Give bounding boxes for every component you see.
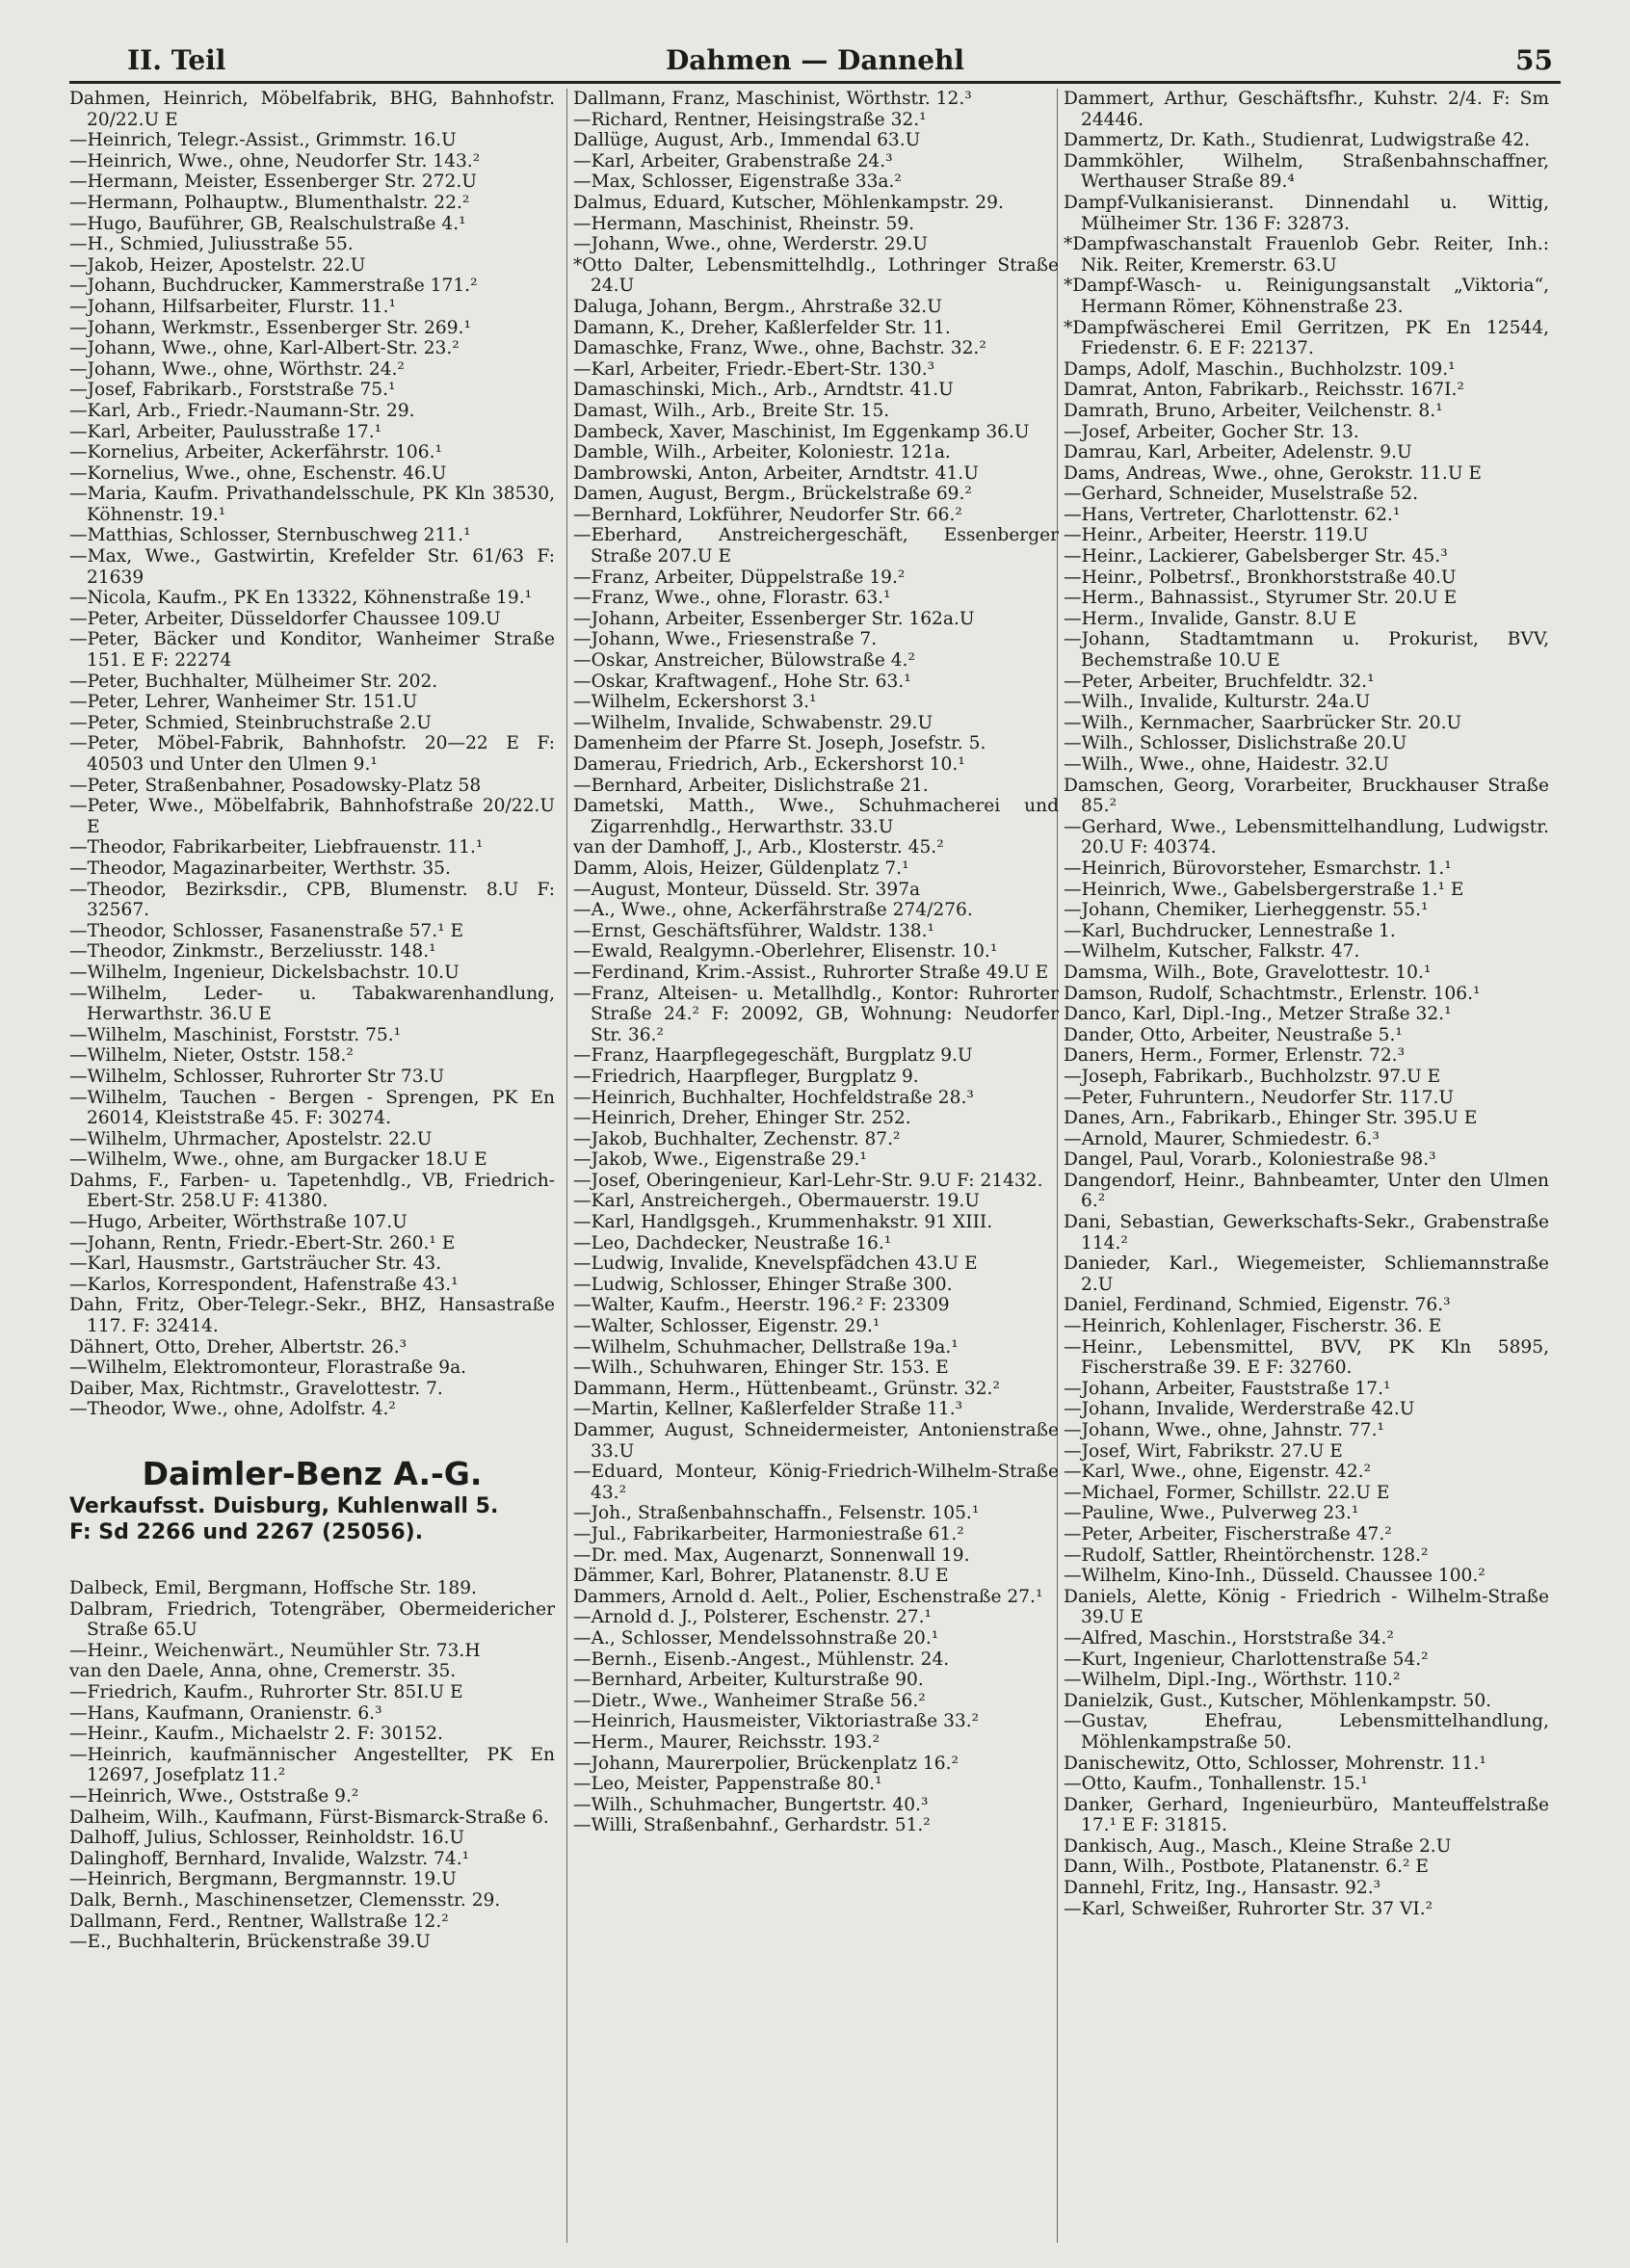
directory-entry: —Heinr., Kaufm., Michaelstr 2. F: 30152. [69,1724,443,1745]
directory-entry: —Heinr., Weichenwärt., Neumühler Str. 73.H [69,1640,481,1661]
header-rule [69,81,1561,84]
directory-entry: —Peter, Arbeiter, Bruchfeldtr. 32.¹ [1064,671,1375,692]
directory-entry: —Wilhelm, Leder- u. Tabakwarenhandlung, Herwarthstr. 36.U E [69,983,555,1025]
directory-entry: *Dampf-Wasch- u. Reinigungsanstalt „Viktoria“, Hermann Römer, Köhnenstraße 23. [1064,276,1549,317]
directory-entry: —Peter, Schmied, Steinbruchstraße 2.U [69,712,432,733]
directory-entry: —Gerhard, Wwe., Lebensmittelhandlung, Ludwigstr. 20.U F: 40374. [1064,816,1549,858]
directory-entry: —Wilh., Kernmacher, Saarbrücker Str. 20.U [1064,712,1462,733]
directory-entry: —Karl, Anstreichergeh., Obermauerstr. 19.U [573,1191,980,1212]
directory-entry: —Heinrich, Bergmann, Bergmannstr. 19.U [69,1869,457,1890]
directory-entry: van den Daele, Anna, ohne, Cremerstr. 35. [69,1661,457,1682]
directory-entry: Daluga, Johann, Bergm., Ahrstraße 32.U [573,296,942,317]
directory-entry: —Karlos, Korrespondent, Hafenstraße 43.¹ [69,1274,459,1295]
directory-entry: —Johann, Wwe., ohne, Wörthstr. 24.² [69,358,405,380]
directory-entry: —Heinrich, Bürovorsteher, Esmarchstr. 1.¹ [1064,857,1452,879]
directory-entry: Damm, Alois, Heizer, Güldenplatz 7.¹ [573,857,909,879]
directory-entry: —Wilhelm, Tauchen - Bergen - Sprengen, PK En 26014, Kleiststraße 45. F: 30274. [69,1087,555,1129]
directory-entry: —Max, Wwe., Gastwirtin, Krefelder Str. 61/63 F: 21639 [69,546,555,588]
daimler-benz-ad [69,1455,555,1545]
directory-entry: —Theodor, Magazinarbeiter, Werthstr. 35. [69,857,451,879]
directory-entry: —Ludwig, Invalide, Knevelspfädchen 43.U E [573,1253,978,1275]
directory-entry: —Wilh., Schuhmacher, Bungertstr. 40.³ [573,1794,929,1815]
directory-entry: —Theodor, Wwe., ohne, Adolfstr. 4.² [69,1399,396,1420]
ad-title: Daimler-Benz A.-G. [142,1455,483,1492]
directory-entry: —Michael, Former, Schillstr. 22.U E [1064,1482,1390,1503]
directory-entry: —Jakob, Heizer, Apostelstr. 22.U [69,254,366,276]
directory-entry: —Heinrich, Telegr.-Assist., Grimmstr. 16.U [69,130,457,151]
directory-entry: —Josef, Fabrikarb., Forststraße 75.¹ [69,380,396,401]
directory-entry: Damps, Adolf, Maschin., Buchholzstr. 109.¹ [1064,358,1456,380]
directory-entry: —Bernhard, Arbeiter, Kulturstraße 90. [573,1670,924,1691]
directory-entry: —A., Schlosser, Mendelssohnstraße 20.¹ [573,1627,939,1648]
directory-entry: Dalhoff, Julius, Schlosser, Reinholdstr. 16.U [69,1828,465,1849]
directory-entry: —Wilhelm, Nieter, Oststr. 158.² [69,1045,354,1067]
directory-entry: —Wilhelm, Dipl.-Ing., Wörthstr. 110.² [1064,1670,1401,1691]
directory-entry: —Ewald, Realgymn.-Oberlehrer, Elisenstr. 10.¹ [573,941,998,963]
directory-entry: —Jakob, Wwe., Eigenstraße 29.¹ [573,1149,867,1171]
entry-list [573,89,1059,1836]
directory-entry: —Johann, Arbeiter, Essenberger Str. 162a.U [573,608,975,629]
directory-entry: —Friedrich, Haarpfleger, Burgplatz 9. [573,1066,919,1087]
directory-entry: —Wilhelm, Kino-Inh., Düsseld. Chaussee 100.² [1064,1566,1485,1587]
directory-entry: —Jul., Fabrikarbeiter, Harmoniestraße 61.² [573,1523,964,1544]
directory-entry: Damann, K., Dreher, Kaßlerfelder Str. 11. [573,317,951,338]
directory-entry: Damerau, Friedrich, Arb., Eckershorst 10.¹ [573,754,965,775]
directory-entry: —Karl, Arbeiter, Friedr.-Ebert-Str. 130.³ [573,358,935,380]
directory-entry: —Eduard, Monteur, König-Friedrich-Wilhelm-Straße 43.² [573,1462,1059,1503]
directory-entry: —Gustav, Ehefrau, Lebensmittelhandlung, Möhlenkampstraße 50. [1064,1711,1549,1753]
directory-entry: —Theodor, Fabrikarbeiter, Liebfrauenstr. 11.¹ [69,837,484,858]
directory-entry: —Heinrich, Buchhalter, Hochfeldstraße 28.³ [573,1087,974,1108]
directory-entry: —Karl, Arbeiter, Grabenstraße 24.³ [573,150,893,171]
directory-entry: —Herm., Bahnassist., Styrumer Str. 20.U E [1064,588,1458,609]
directory-entry: —Maria, Kaufm. Privathandelsschule, PK Kln 38530, Köhnenstr. 19.¹ [69,484,555,525]
directory-entry: Danischewitz, Otto, Schlosser, Mohrenstr. 11.¹ [1064,1753,1486,1774]
directory-entry: Daners, Herm., Former, Erlenstr. 72.³ [1064,1045,1406,1067]
directory-entry: Dahmen, Heinrich, Möbelfabrik, BHG, Bahnhofstr. 20/22.U E [69,89,555,130]
directory-entry: —August, Monteur, Düsseld. Str. 397a [573,879,921,900]
directory-entry: Dämmer, Karl, Bohrer, Platanenstr. 8.U E [573,1566,949,1587]
directory-entry: Dalbeck, Emil, Bergmann, Hoffsche Str. 189. [69,1578,477,1598]
directory-entry: —Walter, Kaufm., Heerstr. 196.² F: 23309 [573,1295,950,1316]
directory-entry: —Wilh., Schuhwaren, Ehinger Str. 153. E [573,1358,949,1379]
directory-entry: Dankisch, Aug., Masch., Kleine Straße 2.U [1064,1835,1452,1857]
directory-entry: —Wilhelm, Ingenieur, Dickelsbachstr. 10.U [69,962,460,983]
directory-entry: —Wilhelm, Kutscher, Falkstr. 47. [1064,941,1360,963]
directory-entry: Danker, Gerhard, Ingenieurbüro, Manteuffelstraße 17.¹ E F: 31815. [1064,1794,1549,1836]
directory-entry: Dalk, Bernh., Maschinensetzer, Clemensstr. 29. [69,1889,501,1911]
directory-entry: —Richard, Rentner, Heisingstraße 32.¹ [573,109,927,130]
directory-entry: —Peter, Arbeiter, Fischerstraße 47.² [1064,1523,1392,1544]
directory-entry: Damaschinski, Mich., Arb., Arndtstr. 41.U [573,380,954,401]
directory-entry: —Arnold, Maurer, Schmiedestr. 6.³ [1064,1128,1380,1149]
column-right [1064,89,1549,2247]
directory-entry: —Eberhard, Anstreichergeschäft, Essenberger Straße 207.U E [573,525,1059,567]
directory-entry: Dani, Sebastian, Gewerkschafts-Sekr., Grabenstraße 114.² [1064,1212,1549,1253]
directory-entry: —Joh., Straßenbahnschaffn., Felsenstr. 105.¹ [573,1503,980,1524]
directory-entry: —Matthias, Schlosser, Sternbuschweg 211.¹ [69,525,471,546]
directory-entry: Damsma, Wilh., Bote, Gravelottestr. 10.¹ [1064,962,1432,983]
directory-entry: —Gerhard, Schneider, Muselstraße 52. [1064,484,1419,505]
column-divider [566,89,567,2243]
directory-entry: —Johann, Chemiker, Lierheggenstr. 55.¹ [1064,900,1429,921]
directory-entry: —Peter, Bäcker und Konditor, Wanheimer Straße 151. E F: 22274 [69,629,555,672]
directory-entry: —Alfred, Maschin., Horststraße 34.² [1064,1627,1394,1648]
directory-entry: Dambrowski, Anton, Arbeiter, Arndtstr. 41.U [573,462,979,484]
directory-entry: —A., Wwe., ohne, Ackerfährstraße 274/276. [573,900,973,921]
directory-entry: Daniels, Alette, König - Friedrich - Wilhelm-Straße 39.U E [1064,1586,1549,1628]
directory-entry: —Karl, Hausmstr., Gartsträucher Str. 43. [69,1253,442,1275]
directory-entry: —Johann, Wwe., ohne, Karl-Albert-Str. 23.² [69,338,460,359]
directory-entry: —Wilh., Schlosser, Dislichstraße 20.U [1064,733,1407,754]
directory-entry: —Wilhelm, Schlosser, Ruhrorter Str 73.U [69,1066,445,1087]
directory-entry: —Josef, Arbeiter, Gocher Str. 13. [1064,421,1359,442]
directory-entry: —Peter, Möbel-Fabrik, Bahnhofstr. 20—22 E F: 40503 und Unter den Ulmen 9.¹ [69,733,555,775]
directory-entry: —Karl, Wwe., ohne, Eigenstr. 42.² [1064,1462,1372,1483]
directory-entry: —Heinr., Lackierer, Gabelsberger Str. 45.³ [1064,546,1448,567]
directory-entry: Damast, Wilh., Arb., Breite Str. 15. [573,400,890,421]
directory-entry: —Franz, Haarpflegegeschäft, Burgplatz 9.U [573,1045,973,1067]
directory-entry: —Johann, Rentn, Friedr.-Ebert-Str. 260.¹ E [69,1232,456,1253]
name-range-title: Dahmen — Dannehl [665,44,965,76]
directory-entry: —Heinrich, Hausmeister, Viktoriastraße 33.² [573,1711,980,1732]
directory-entry: —Wilh., Invalide, Kulturstr. 24a.U [1064,692,1371,713]
directory-entry: Dangendorf, Heinr., Bahnbeamter, Unter den Ulmen 6.² [1064,1170,1549,1212]
directory-entry: —Johann, Invalide, Werderstraße 42.U [1064,1399,1415,1420]
directory-entry: —Herm., Maurer, Reichsstr. 193.² [573,1731,881,1753]
directory-entry: —Theodor, Schlosser, Fasanenstraße 57.¹ E [69,920,464,941]
directory-entry: —Ferdinand, Krim.-Assist., Ruhrorter Straße 49.U E [573,962,1049,983]
directory-entry: Dähnert, Otto, Dreher, Albertstr. 26.³ [69,1336,408,1358]
directory-entry: —Pauline, Wwe., Pulverweg 23.¹ [1064,1503,1359,1524]
directory-entry: —Hermann, Maschinist, Rheinstr. 59. [573,213,915,234]
directory-entry: —Heinrich, Kohlenlager, Fischerstr. 36. E [1064,1316,1442,1337]
directory-entry: —Johann, Wwe., ohne, Jahnstr. 77.¹ [1064,1420,1384,1440]
directory-entry: Danco, Karl, Dipl.-Ing., Metzer Straße 32.¹ [1064,1004,1452,1025]
directory-entry: Dammann, Herm., Hüttenbeamt., Grünstr. 32.² [573,1378,1000,1399]
directory-entry: Dams, Andreas, Wwe., ohne, Gerokstr. 11.U E [1064,462,1482,484]
directory-entry: —Karl, Schweißer, Ruhrorter Str. 37 VI.² [1064,1898,1433,1919]
entry-list [1064,89,1549,1919]
directory-entry: Dalheim, Wilh., Kaufmann, Fürst-Bismarck-Straße 6. [69,1806,549,1828]
directory-entry: Dallmann, Ferd., Rentner, Wallstraße 12.² [69,1911,449,1932]
directory-entry: Dalmus, Eduard, Kutscher, Möhlenkampstr. 29. [573,192,1004,213]
directory-entry: —Leo, Dachdecker, Neustraße 16.¹ [573,1232,892,1253]
directory-entry: —Max, Schlosser, Eigenstraße 33a.² [573,171,902,193]
directory-entry: —Peter, Wwe., Möbelfabrik, Bahnhofstraße 20/22.U E [69,796,555,837]
entry-list [69,1578,555,1953]
directory-entry: —Josef, Oberingenieur, Karl-Lehr-Str. 9.U F: 21432. [573,1170,1043,1191]
directory-entry: —Joseph, Fabrikarb., Buchholzstr. 97.U E [1064,1066,1441,1087]
directory-entry: —Friedrich, Kaufm., Ruhrorter Str. 85I.U E [69,1681,463,1702]
directory-entry: Dambeck, Xaver, Maschinist, Im Eggenkamp 36.U [573,421,1030,442]
directory-entry: —Wilhelm, Schuhmacher, Dellstraße 19a.¹ [573,1336,959,1358]
directory-entry: —Peter, Buchhalter, Mülheimer Str. 202. [69,671,438,692]
ad-address: Verkaufsst. Duisburg, Kuhlenwall 5. [69,1494,499,1518]
directory-entry: —Johann, Wwe., Friesenstraße 7. [573,629,878,650]
directory-entry: —Johann, Maurerpolier, Brückenplatz 16.² [573,1753,959,1774]
directory-entry: Dammert, Arthur, Geschäftsfhr., Kuhstr. 2/4. F: Sm 24446. [1064,89,1549,130]
column-middle [573,89,1059,2247]
directory-entry: —E., Buchhalterin, Brückenstraße 39.U [69,1932,431,1953]
directory-entry: Dannehl, Fritz, Ing., Hansastr. 92.³ [1064,1878,1381,1899]
directory-entry: —Johann, Buchdrucker, Kammerstraße 171.² [69,276,478,297]
directory-entry: —Peter, Arbeiter, Düsseldorfer Chaussee 109.U [69,608,501,629]
section-label: II. Teil [127,44,226,76]
directory-entry: —Wilhelm, Elektromonteur, Florastraße 9a. [69,1358,467,1379]
directory-entry: —Johann, Arbeiter, Fauststraße 17.¹ [1064,1378,1391,1399]
directory-entry: —Martin, Kellner, Kaßlerfelder Straße 11.³ [573,1399,963,1420]
directory-entry: —Rudolf, Sattler, Rheintörchenstr. 128.² [1064,1544,1429,1566]
directory-entry: Dalinghoff, Bernhard, Invalide, Walzstr. 74.¹ [69,1848,470,1869]
directory-entry: —Oskar, Anstreicher, Bülowstraße 4.² [573,650,915,672]
directory-entry: —Hans, Kaufmann, Oranienstr. 6.³ [69,1702,382,1724]
directory-entry: —Johann, Werkmstr., Essenberger Str. 269.¹ [69,317,471,338]
directory-entry: —Karl, Handlgsgeh., Krummenhakstr. 91 XIII. [573,1212,993,1233]
directory-entry: —Heinr., Lebensmittel, BVV, PK Kln 5895, Fischerstraße 39. E F: 32760. [1064,1336,1549,1379]
directory-entry: Dammköhler, Wilhelm, Straßenbahnschaffner, Werthauser Straße 89.⁴ [1064,150,1549,193]
directory-entry: Damrat, Anton, Fabrikarb., Reichsstr. 167I.² [1064,380,1464,401]
directory-entry: —Heinrich, Wwe., Gabelsbergerstraße 1.¹ E [1064,879,1464,900]
directory-entry: —Herm., Invalide, Ganstr. 8.U E [1064,608,1357,629]
directory-entry: *Dampfwaschanstalt Frauenlob Gebr. Reiter, Inh.: Nik. Reiter, Kremerstr. 63.U [1064,234,1549,276]
directory-entry: —Karl, Arbeiter, Paulusstraße 17.¹ [69,421,382,442]
directory-entry: —Walter, Schlosser, Eigenstr. 29.¹ [573,1316,881,1337]
directory-entry: —Willi, Straßenbahnf., Gerhardstr. 51.² [573,1815,931,1836]
directory-entry: Danieder, Karl., Wiegemeister, Schliemannstraße 2.U [1064,1253,1549,1295]
directory-entry: —Ernst, Geschäftsführer, Waldstr. 138.¹ [573,920,934,941]
entry-list [69,89,555,1420]
directory-entry: —Nicola, Kaufm., PK En 13322, Köhnenstraße 19.¹ [69,588,533,609]
directory-entry: —Hugo, Arbeiter, Wörthstraße 107.U [69,1212,408,1233]
directory-entry: —Kornelius, Arbeiter, Ackerfährstr. 106.¹ [69,442,442,463]
directory-entry: —Hermann, Meister, Essenberger Str. 272.U [69,171,477,193]
directory-entry: Dallmann, Franz, Maschinist, Wörthstr. 12.³ [573,89,972,109]
page-number: 55 [1515,44,1553,76]
directory-entry: —Josef, Wirt, Fabrikstr. 27.U E [1064,1440,1343,1462]
directory-entry: Dampf-Vulkanisieranst. Dinnendahl u. Wittig, Mülheimer Str. 136 F: 32873. [1064,192,1549,234]
directory-entry: —Hermann, Polhauptw., Blumenthalstr. 22.² [69,192,470,213]
directory-entry: Dander, Otto, Arbeiter, Neustraße 5.¹ [1064,1024,1403,1045]
directory-entry: —Franz, Alteisen- u. Metallhdlg., Kontor: Ruhrorter Straße 24.² F: 20092, GB, Wohnung: Neudorfer Str. 36.² [573,983,1059,1045]
directory-entry: —Peter, Straßenbahner, Posadowsky-Platz 58 [69,775,482,796]
directory-entry: —Oskar, Kraftwagenf., Hohe Str. 63.¹ [573,671,911,692]
directory-entry: Damenheim der Pfarre St. Joseph, Josefstr. 5. [573,733,986,754]
directory-entry: —Johann, Stadtamtmann u. Prokurist, BVV, Bechemstraße 10.U E [1064,629,1549,672]
directory-entry: —Wilhelm, Maschinist, Forststr. 75.¹ [69,1024,402,1045]
directory-entry: Dametski, Matth., Wwe., Schuhmacherei und Zigarrenhdlg., Herwarthstr. 33.U [573,796,1059,837]
directory-entry: Dammers, Arnold d. Aelt., Polier, Eschenstraße 27.¹ [573,1586,1043,1607]
directory-entry: —Leo, Meister, Pappenstraße 80.¹ [573,1774,882,1795]
directory-entry: *Otto Dalter, Lebensmittelhdlg., Lothringer Straße 24.U [573,254,1059,297]
directory-entry: —Wilh., Wwe., ohne, Haidestr. 32.U [1064,754,1389,775]
directory-entry: —Heinrich, Wwe., ohne, Neudorfer Str. 143.² [69,150,481,171]
directory-entry: Daiber, Max, Richtmstr., Gravelottestr. 7. [69,1378,443,1399]
directory-entry: —Wilhelm, Invalide, Schwabenstr. 29.U [573,712,933,733]
directory-entry: —Kurt, Ingenieur, Charlottenstraße 54.² [1064,1648,1429,1670]
directory-entry: Damson, Rudolf, Schachtmstr., Erlenstr. 106.¹ [1064,983,1481,1004]
directory-entry: Damrath, Bruno, Arbeiter, Veilchenstr. 8.¹ [1064,400,1443,421]
directory-entry: Daniel, Ferdinand, Schmied, Eigenstr. 76.³ [1064,1295,1451,1316]
directory-entry: Dahn, Fritz, Ober-Telegr.-Sekr., BHZ, Hansastraße 117. F: 32414. [69,1295,555,1337]
directory-entry: van der Damhoff, J., Arb., Klosterstr. 45.² [573,837,944,858]
directory-entry: —Arnold d. J., Polsterer, Eschenstr. 27.¹ [573,1607,932,1628]
directory-entry: Dann, Wilh., Postbote, Platanenstr. 6.² E [1064,1857,1429,1878]
directory-entry: —Wilhelm, Uhrmacher, Apostelstr. 22.U [69,1128,433,1149]
directory-entry: —Wilhelm, Wwe., ohne, am Burgacker 18.U E [69,1149,487,1171]
directory-entry: Damrau, Karl, Arbeiter, Adelenstr. 9.U [1064,442,1412,463]
ad-phone: F: Sd 2266 und 2267 (25056). [69,1520,424,1544]
directory-entry: —Theodor, Bezirksdir., CPB, Blumenstr. 8.U F: 32567. [69,879,555,921]
directory-entry: —Dr. med. Max, Augenarzt, Sonnenwall 19. [573,1544,970,1566]
directory-entry: —Otto, Kaufm., Tonhallenstr. 15.¹ [1064,1774,1368,1795]
directory-entry: —Bernh., Eisenb.-Angest., Mühlenstr. 24. [573,1648,950,1670]
directory-entry: —Hans, Vertreter, Charlottenstr. 62.¹ [1064,504,1401,525]
directory-entry: Damaschke, Franz, Wwe., ohne, Bachstr. 32.² [573,338,986,359]
directory-entry: —Wilhelm, Eckershorst 3.¹ [573,692,817,713]
directory-entry: Damen, August, Bergm., Brückelstraße 69.² [573,484,972,505]
directory-entry: Dangel, Paul, Vorarb., Koloniestraße 98.³ [1064,1149,1436,1171]
directory-entry: —Heinrich, Wwe., Oststraße 9.² [69,1785,359,1806]
directory-entry: —Peter, Lehrer, Wanheimer Str. 151.U [69,692,418,713]
directory-entry: —Peter, Fuhruntern., Neudorfer Str. 117.U [1064,1087,1455,1108]
directory-entry: —Heinr., Polbetrsf., Bronkhorststraße 40.U [1064,567,1457,588]
directory-entry: —Hugo, Bauführer, GB, Realschulstraße 4.¹ [69,213,466,234]
directory-entry: —Johann, Wwe., ohne, Werderstr. 29.U [573,234,929,255]
directory-entry: Dammer, August, Schneidermeister, Antonienstraße 33.U [573,1420,1059,1462]
directory-entry: Damschen, Georg, Vorarbeiter, Bruckhauser Straße 85.² [1064,775,1549,817]
directory-entry: —Johann, Hilfsarbeiter, Flurstr. 11.¹ [69,296,396,317]
directory-entry: —Bernhard, Arbeiter, Dislichstraße 21. [573,775,929,796]
directory-entry: Dahms, F., Farben- u. Tapetenhdlg., VB, Friedrich-Ebert-Str. 258.U F: 41380. [69,1170,555,1212]
directory-entry: —Franz, Wwe., ohne, Florastr. 63.¹ [573,588,891,609]
page-header [69,37,1561,83]
directory-entry: —Heinrich, kaufmännischer Angestellter, PK En 12697, Josefplatz 11.² [69,1744,555,1786]
directory-entry: —H., Schmied, Juliusstraße 55. [69,234,354,255]
directory-entry: —Jakob, Buchhalter, Zechenstr. 87.² [573,1128,901,1149]
directory-entry: Dallüge, August, Arb., Immendal 63.U [573,130,921,151]
directory-entry: *Dampfwäscherei Emil Gerritzen, PK En 12544, Friedenstr. 6. E F: 22137. [1064,317,1549,359]
directory-entry: Dammertz, Dr. Kath., Studienrat, Ludwigstraße 42. [1064,130,1531,151]
directory-entry: —Kornelius, Wwe., ohne, Eschenstr. 46.U [69,462,447,484]
directory-entry: —Heinr., Arbeiter, Heerstr. 119.U [1064,525,1369,546]
directory-entry: —Karl, Buchdrucker, Lennestraße 1. [1064,920,1396,941]
directory-entry: —Theodor, Zinkmstr., Berzeliusstr. 148.¹ [69,941,436,963]
directory-entry: —Heinrich, Dreher, Ehinger Str. 252. [573,1108,911,1129]
directory-entry: Damble, Wilh., Arbeiter, Koloniestr. 121a. [573,442,951,463]
directory-entry: —Dietr., Wwe., Wanheimer Straße 56.² [573,1690,926,1711]
column-left [69,89,555,2247]
directory-entry: —Bernhard, Lokführer, Neudorfer Str. 66.² [573,504,962,525]
directory-entry: —Ludwig, Schlosser, Ehinger Straße 300. [573,1274,953,1295]
directory-entry: —Franz, Arbeiter, Düppelstraße 19.² [573,567,906,588]
directory-entry: Dalbram, Friedrich, Totengräber, Obermeidericher Straße 65.U [69,1598,555,1641]
directory-entry: Danielzik, Gust., Kutscher, Möhlenkampstr. 50. [1064,1690,1492,1711]
directory-entry: —Karl, Arb., Friedr.-Naumann-Str. 29. [69,400,415,421]
directory-entry: Danes, Arn., Fabrikarb., Ehinger Str. 395.U E [1064,1108,1478,1129]
